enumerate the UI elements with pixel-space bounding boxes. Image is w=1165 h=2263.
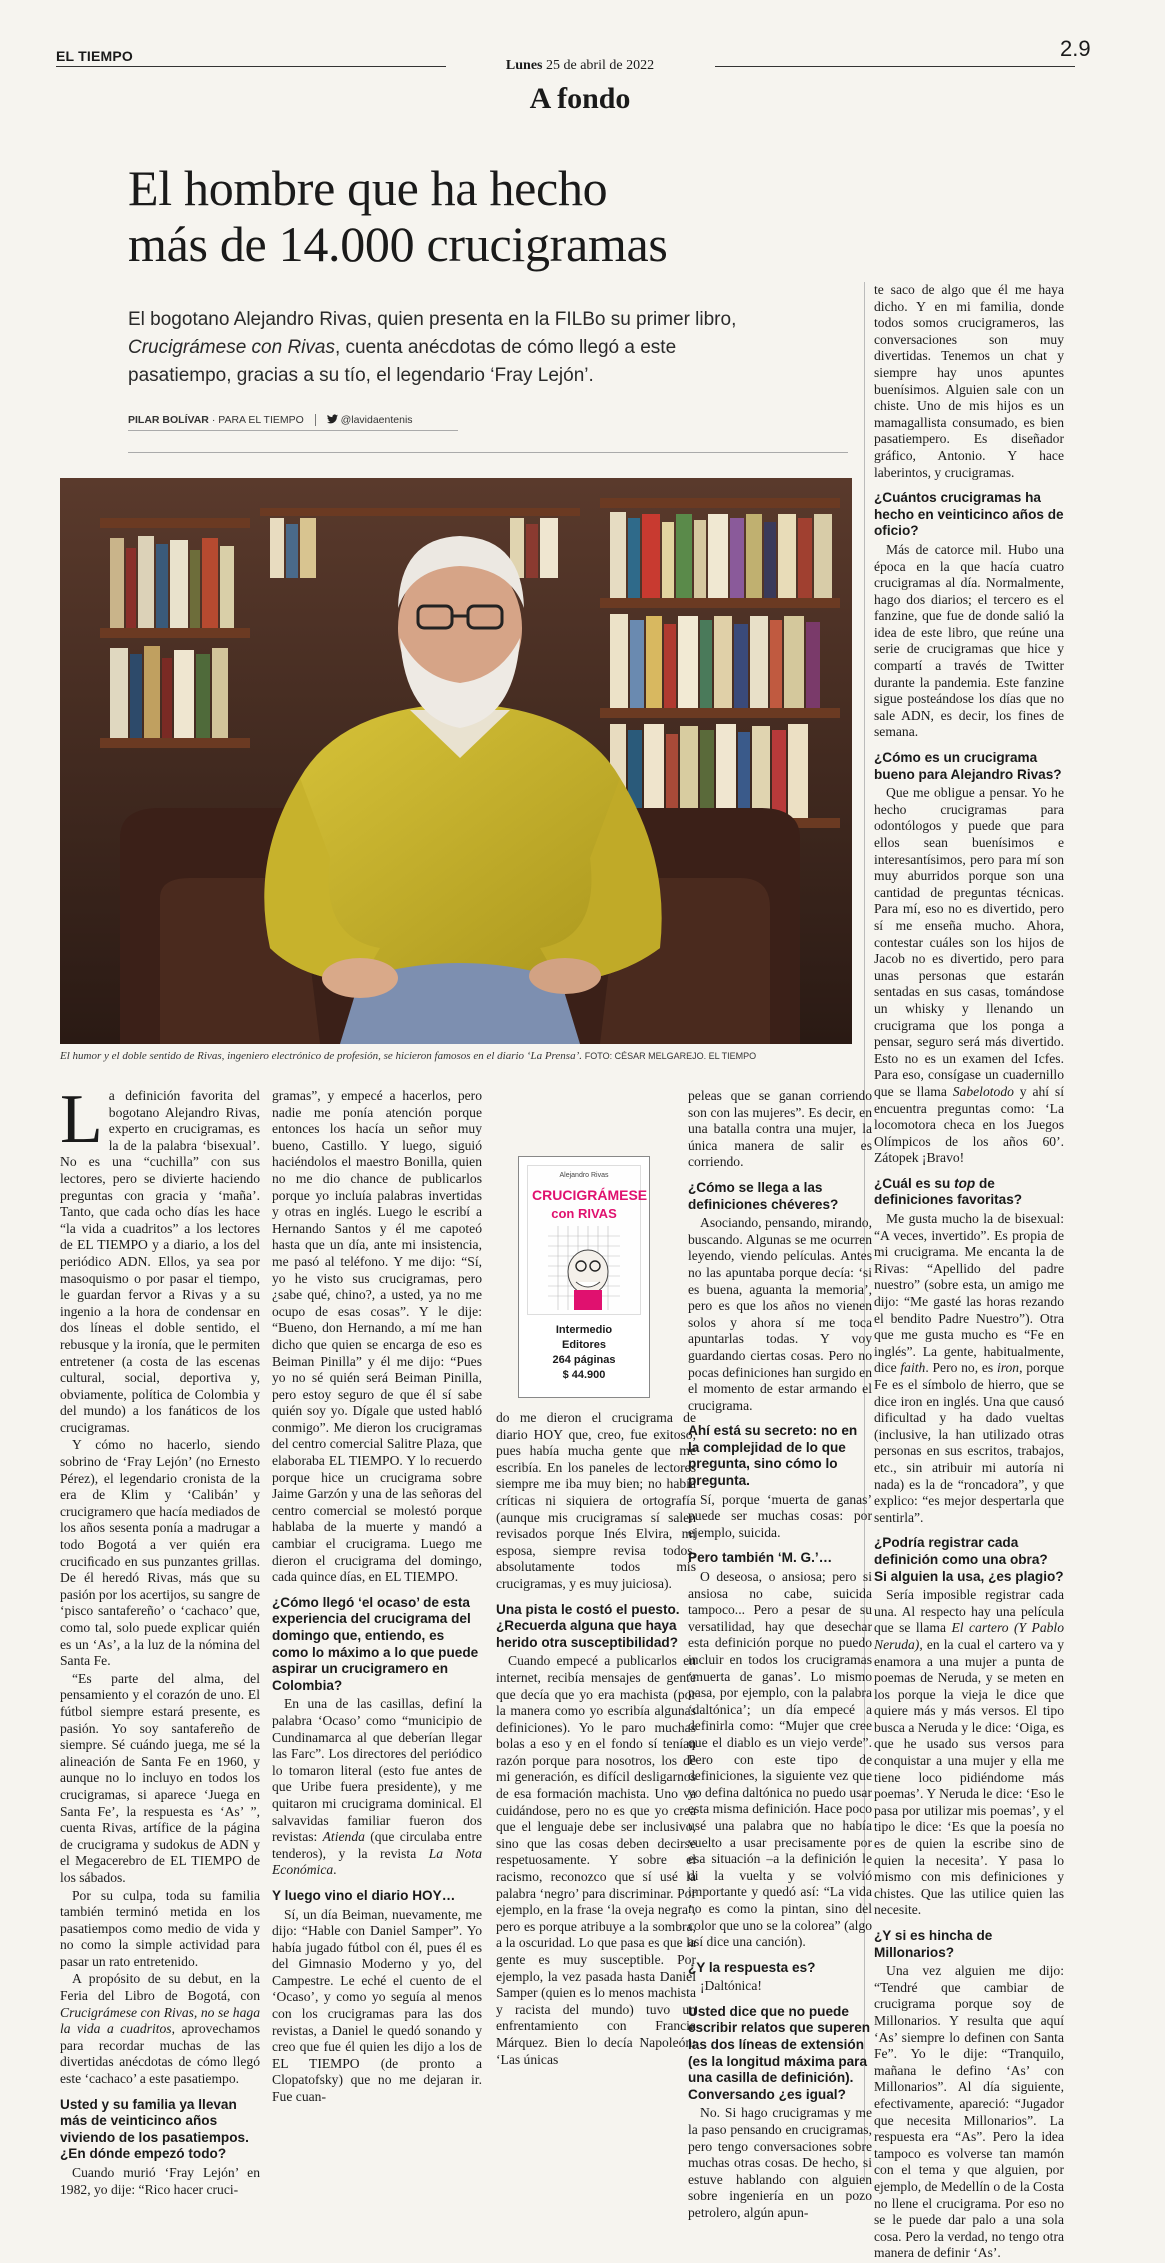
drop-cap: L xyxy=(60,1081,103,1158)
column-4: peleas que se ganan corriendo son con las mujeres”. Es decir, en una batalla contra una mujer, la única manera de salir es corriendo. ¿Cómo se llega a las definiciones chéveres? Asociando, pensando, mirando, buscando. Algunas se me ocurren leyendo, viendo películas. Antes no las apuntaba porque decía: ‘si es buena, aguanta la memoria’, pero es que los años no vienen solos y ahora sí me toca apuntarlas todas. Y voy guardando ciertas cosas. Pero no pocas definiciones han surgido en el momento de estar armando el crucigrama. Ahí está su secreto: no en la complejidad de lo que pregunta, sino cómo lo pregunta. Sí, porque ‘muerta de ganas’ puede ser muchas cosas: por ejemplo, suicida. Pero también ‘M. G.’… O deseosa, o ansiosa; pero si ansiosa no cabe, suicida tampoco... Pero a pesar de su versatilidad, hay que desechar esta definición porque no puedo incluir en todos los crucigramas ‘muerta de ganas’. Lo mismo pasa, por ejemplo, con la palabra ‘daltónica’; un día empecé a definirla como: “Mujer que cree que el diablo es un viejo verde”. Pero con este tipo de definiciones, la siguiente vez que yo defina daltónica no puedo usar esta misma definición. Hace poco usé una palabra que no había vuelto a usar precisamente por esa situación –a la definición le di la vuelta y se volvió importante y quedó así: “La vida no es como la pintan, sino del color que uno se la colorea” (algo así dice una canción). ¿Y la respuesta es? ¡Daltónica! Usted dice que no puede escribir relatos que superen las dos líneas de extensión (es la longitud máxima para una casilla de definición). Conversando ¿es igual? No. Si hago crucigramas y me la paso pensando en crucigramas, pero tengo conversaciones sobre muchas otras cosas. De hecho, si estuve hablando con alguien sobre ingeniería en un pozo petrolero, algún apun- xyxy=(688,1088,872,2220)
twitter-icon xyxy=(327,414,341,426)
masthead-rule-left xyxy=(56,66,446,67)
book-details: Intermedio Editores 264 páginas $ 44.900 xyxy=(552,1324,616,1381)
deck: El bogotano Alejandro Rivas, quien presenta en la FILBo su primer libro, Crucigrámese con Rivas, cuenta anécdotas de cómo llegó a este pasatiempo, gracias a su tío, el legendario ‘Fray Lejón’. xyxy=(128,309,737,386)
byline-rule-top xyxy=(128,430,458,431)
portrait-photo xyxy=(60,478,852,1044)
masthead-rule-right xyxy=(715,66,1075,67)
byline xyxy=(128,414,413,426)
section-title: A fondo xyxy=(529,82,631,115)
column-2: gramas”, y empecé a hacerlos, pero nadie me ponía atención porque entonces los hacía un señor muy bueno, Castillo. Y luego, siguió haciéndolos el maestro Bonilla, quien no me dio chance de publicarlos porque yo incluía palabras invertidas y otras en inglés. Luego le escribí a Hernando Santos y él me capoteó hasta que un día, ante mi insistencia, me pasó al teléfono. Y me dijo: “Sí, yo he visto sus crucigramas, pero ¿sabe qué, chino?, a usted, ya no me ocupo de esas cosas”. Y le dije: “Bueno, don Hernando, a mí me han dicho que quien se encarga de eso es Beiman Pinilla” y él me dijo: “Pues yo no sé quién será Beiman Pinilla, pero estoy seguro de que él sí sabe quién soy yo. Dígale que usted habló conmigo”. Me dieron los crucigramas del centro comercial Salitre Plaza, que elaboraba EL TIEMPO. Y lo recuerdo porque hice un crucigrama sobre Jaime Garzón y una de las señoras del centro comercial se molestó porque hablaba de la muerte y mandó a cambiar el crucigrama. Luego me dieron el crucigrama del domingo, cada quince días, en EL TIEMPO. ¿Cómo llegó ‘el ocaso’ de esta experiencia del crucigrama del domingo que, entiendo, es como lo máximo a lo que puede aspirar un crucigramero en Colombia? En una de las casillas, definí la palabra ‘Ocaso’ como “municipio de Cundinamarca al que deberían llegar las Farc”. Los directores del periódico lo tomaron literal (esto fue antes de que Uribe fuera presidente), y me quitaron mi crucigrama dominical. El salvavidas familiar fueron dos revistas: Atienda (que circulaba entre tenderos), y la revista La Nota Económica. Y luego vino el diario HOY… Sí, un día Beiman, nuevamente, me dijo: “Hable con Daniel Samper”. Yo había jugado fútbol con él, pues él es del Gimnasio Moderno y yo, del Campestre. Le eché el cuento de el ‘Ocaso’, y como yo seguía al menos con los crucigramas para las dos revistas, a Daniel le quedó sonando y creo que fue él quien les dijo a los de EL TIEMPO (de pronto a Clopatofsky) que no me dejaran ir. Fue cuan- xyxy=(272,1088,483,2105)
byline-affiliation: · PARA EL TIEMPO xyxy=(211,414,304,426)
byline-author: PILAR BOLÍVAR xyxy=(128,414,209,426)
photo-caption: El humor y el doble sentido de Rivas, ingeniero electrónico de profesión, se hicieron famosos en el diario ‘La Prensa’. FOTO: CÉSAR MELGAREJO. EL TIEMPO xyxy=(60,1050,757,1062)
byline-twitter-handle: @lavidaentenis xyxy=(340,414,413,426)
book-cover: Alejandro Rivas CRUCIGRÁMESE con RIVAS xyxy=(527,1165,641,1315)
column-3: do me dieron el crucigrama de diario HOY que, creo, fue exitoso, pues había mucha gente que me escribía. En los paneles de lectores siempre me iba muy bien; no había críticas ni siquiera de ortografía (aunque mis crucigramas sí salen revisados porque Inés Elvira, mi esposa, siempre revisa todos, absolutamente todos mis crucigramas, y es muy juiciosa). Una pista le costó el puesto. ¿Recuerda alguna que haya herido otra susceptibilidad? Cuando empecé a publicarlos en internet, recibía mensajes de gente que decía que yo era machista (por la manera como yo escribía algunas definiciones). Yo le paro muchas bolas a eso y en el fondo sí tenían razón porque para nosotros, los de mi generación, es difícil desligarnos de esa formación machista. Uno va cuidándose, pero no es que yo crea que el lenguaje debe ser inclusivo, sino que las cosas deben decirse respetuosamente. Y sobre el racismo, reconozco que sí usé la palabra ‘negro’ para discriminar. Por ejemplo, en la frase ‘la oveja negra’, pero es porque atribuye a la sombra, a la oscuridad. Lo que pasa es que la gente es muy susceptible. Por ejemplo, la vez pasada hasta Daniel Samper (quien es lo menos machista y racista del mundo) tuvo un enfrentamiento con Francia Márquez. Bien lo decía Napoleón: ‘Las únicas xyxy=(496,1410,696,2067)
byline-rule-bottom xyxy=(128,452,848,453)
photo-credit: FOTO: CÉSAR MELGAREJO. EL TIEMPO xyxy=(584,1051,757,1061)
column-1: La definición favorita del bogotano Alejandro Rivas, experto en crucigramas, es la de la palabra ‘bisexual’. No es una “cuchilla” con sus lectores, pero se divierte haciendo preguntas con gracia y ‘maña’. Tanto, que cada ocho días les hace “la vida a cuadritos” a los lectores de EL TIEMPO y a diario, a los del periódico ADN. Ellos, ya sea por masoquismo o por pasar el tiempo, le guardan fervor a Rivas y a su ingenio a la hora de condensar en dos líneas el doble sentido, el rebusque y la ironía, que le permiten entretener (a costa de las escenas cultural, social, deportiva y, obviamente, política de Colombia y del mundo) a los fanáticos de los crucigramas. Y cómo no hacerlo, siendo sobrino de ‘Fray Lejón’ (no Ernesto Pérez), el legendario cronista de la era de Klim y ‘Calibán’ y crucigramero que hacía mediados de los años sesenta ponía a madrugar a todo Bogotá a ver quién era cruciﬁcado en sus punzantes grillas. De él heredó Rivas, más que su pasión por los acertijos, su sangre de ‘pisco santafereño’ o ‘cachaco’ que, como tal, solo puede explicar quién es un ‘As’, a la luz de la nómina del Santa Fe. “Es parte del alma, del pensamiento y el corazón de uno. El fútbol siempre estará presente, es pasión. Yo soy santafereño de siempre. Sé cuándo juega, me sé la alineación de Santa Fe en 1960, y aunque no lo incluyo en todos los crucigramas, si aparece ‘Juega en Santa Fe’, la respuesta es ‘As’ ”, cuenta Rivas, artífice de la página de crucigrama y sudokus de ADN y el Megacerebro de EL TIEMPO de los sábados. Por su culpa, toda su familia también terminó metida en los pasatiempos como medio de vida y no como la simple actividad para pasar un rato entretenido. A propósito de su debut, en la Feria del Libro de Bogotá, con Crucigrámese con Rivas, no se haga la vida a cuadritos, aprovechamos para recordar muchas de las divertidas anécdotas de cómo llegó este ‘cachaco’ a este pasatiempo. Usted y su familia ya llevan más de veinticinco años viviendo de los pasatiempos. ¿En dónde empezó todo? Cuando murió ‘Fray Lejón’ en 1982, yo dije: “Rico hacer cruci- xyxy=(60,1081,261,2197)
headline: El hombre que ha hecho más de 14.000 crucigramas xyxy=(128,160,668,272)
newspaper-brand: EL TIEMPO xyxy=(56,48,133,64)
column-5: te saco de algo que él me haya dicho. Y en mi familia, donde todos somos crucigrameros, las conversaciones son muy divertidas. Tenemos un chat y siempre hay unos apuntes buenísimos. Alguien sale con un chiste. Uno de mis hijos es un mamagallista consumado, es bien pasatiempero. Es diseñador gráfico, Antonio. Y hace laberintos, y crucigramas. ¿Cuántos crucigramas ha hecho en veinticinco años de oficio? Más de catorce mil. Hubo una época en la que hacía cuatro crucigramas al día. Normalmente, hago dos diarios; el tercero es el fanzine, que fue de donde salió la idea de este libro, que reúne una serie de crucigramas que hice y compartí a través de Twitter durante la pandemia. Este fanzine sigue posteándose los días que no sale ADN, es decir, los fines de semana. ¿Cómo es un crucigrama bueno para Alejandro Rivas? Que me obligue a pensar. Yo he hecho crucigramas para odontólogos y puede que para ellos sean buenísimos e interesantísimos, pero para mí son muy aburridos porque son una cantidad de preguntas técnicas. Para mí, eso no es divertido, pero sí me enseña mucho. Ahora, contestar cuáles son los hijos de Jacob no es divertido, pero para unas personas que estarán sentadas en sus casas, tomándose un whisky y llenando un crucigrama que los ponga a pensar, seguro será más divertido. Esto no es un examen del Icfes. Para eso, consígase un cuadernillo que se llama Sabelotodo y ahí sí encuentra preguntas como: ‘La locomotora checa en los Juegos Olímpicos de los años 60’. Zátopek ¡Bravo! ¿Cuál es su top de definiciones favoritas? Me gusta mucho la de bisexual: “A veces, invertido”. Es propia de mi crucigrama. Me encanta la de Rivas: “Apellido del padre nuestro” (sobre esta, un amigo me dijo: “Me gasté las horas rezando el bendito Padre Nuestro”). Otra que me gusta mucho es “Fe en inglés”. La gente, habitualmente, dice faith. Pero no, es iron, porque Fe es el símbolo de hierro, que se dice iron en inglés. Una que causó dificultad y ha dado vueltas (inclusive, la han utilizado otras personas en sus escritos, trabajos, etc., sin atribuir mi autoría ni nada) es la de “roncadora”, y que explico: “es mejor despertarla que sentirla”. ¿Podría registrar cada definición como una obra? Si alguien la usa, ¿es plagio? Sería imposible registrar cada una. Al respecto hay una película que se llama El cartero (Y Pablo Neruda), en la cual el cartero va y enamora a una mujer a punta de poemas de Neruda, y se meten en los porque la vieja le dice que quiere más y más versos. El tipo busca a Neruda y le dice: ‘Oiga, es que he usado sus versos para conquistar a una mujer y ella me tiene loco pidiéndome más poemas’. Y Neruda le dice: ‘Eso le pasa por utilizar mis poemas’, y el tipo le dice: ‘Es que la poesía no es de quien la escribe sino de quien la necesita’. Y pasa lo mismo con mis definiciones y chistes. Que las utilice quien las necesite. ¿Y si es hincha de Millonarios? Una vez alguien me dijo: “Tendré que cambiar de crucigrama porque soy de Millonarios. Y resulta que aquí ‘As’ siempre lo definen con Santa Fe”. Yo le dije: “Tranquilo, mañana le defino ‘As’ con Millonarios”. Al día siguiente, efectivamente, apareció: “Jugador que necesita Millonarios”. La respuesta era “As”. Pero la idea tampoco es volverse tan mamón con el tema y que alguien, por ejemplo, de Medellín o de la Costa no llene el crucigrama. Por eso no se le puede dar palo a una sola cosa. Pero la verdad, no tengo otra manera de definir ‘As’. xyxy=(874,282,1065,2261)
issue-date: Lunes 25 de abril de 2022 xyxy=(505,58,655,73)
book-info-box xyxy=(518,1156,650,1398)
page-number: 2.9 xyxy=(1060,36,1091,61)
